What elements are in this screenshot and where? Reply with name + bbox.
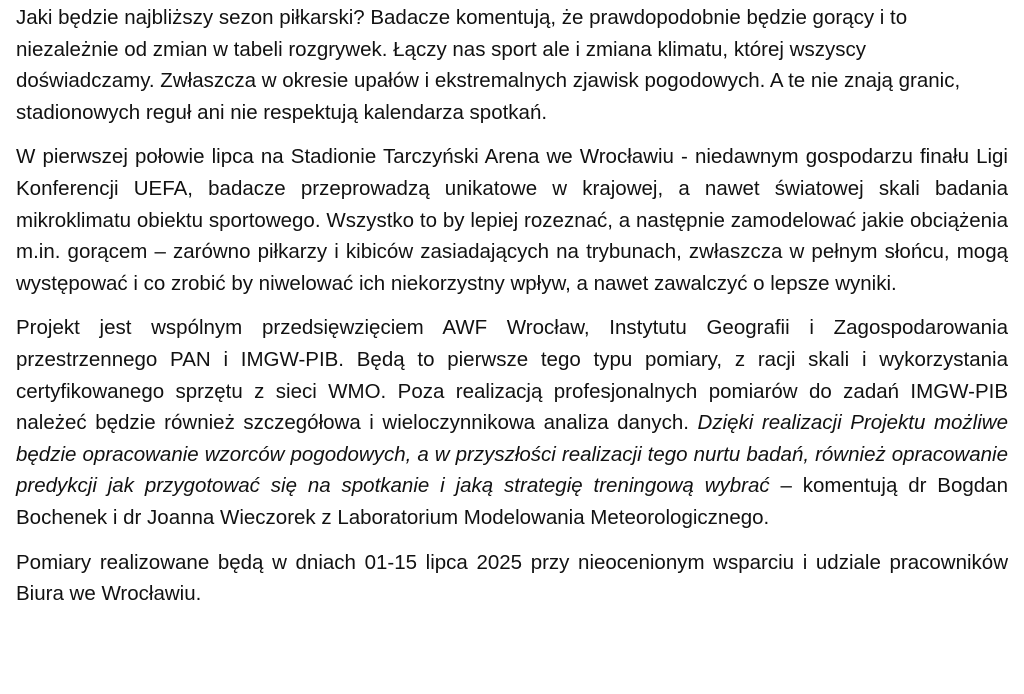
paragraph-season-intro: Jaki będzie najbliższy sezon piłkarski? Badacze komentują, że prawdopodobnie będzie gorący i to niezależnie od zmian w tabeli rozgrywek. Łączy nas sport ale i zmiana klimatu, której wszyscy doświadczamy. Zwłaszcza w okresie upałów i ekstremalnych zjawisk pogodowych. A te nie znają granic, stadionowych reguł ani nie respektują kalendarza spotkań. <box>16 6 961 124</box>
project-description-text: Projekt jest wspólnym przedsięwzięciem AWF Wrocław, Instytutu Geografii i Zagospodarowania przestrzennego PAN i IMGW-PIB. Będą to pierwsze tego typu pomiary, z racji skali i wykorzystania certyfikowanego sprzętu z sieci WMO. Poza realizacją profesjonalnych pomiarów do zadań IMGW-PIB należeć będzie również szczegółowa i wieloczynnikowa analiza danych. <box>16 316 1008 435</box>
article-body <box>16 2 1008 610</box>
researchers-quote: Dzięki realizacji Projektu możliwe będzie opracowanie wzorców pogodowych, a w przyszłości realizacji tego nurtu badań, również opracowanie predykcji jak przygotować się na spotkanie i jaką strategię treningową wybrać <box>16 411 1008 498</box>
paragraph-stadium-study: W pierwszej połowie lipca na Stadionie Tarczyński Arena we Wrocławiu - niedawnym gospodarzu finału Ligi Konferencji UEFA, badacze przeprowadzą unikatowe w krajowej, a nawet światowej skali badania mikroklimatu obiektu sportowego. Wszystko to by lepiej rozeznać, a następnie zamodelować jakie obciążenia m.in. gorącem – zarówno piłkarzy i kibiców zasiadających na trybunach, zwłaszcza w pełnym słońcu, mogą występować i co zrobić by niwelować ich niekorzystny wpływ, a nawet zawalczyć o lepsze wyniki. <box>16 145 1008 295</box>
paragraph-project-partners <box>16 312 1008 533</box>
quote-attribution: – komentują dr Bogdan Bochenek i dr Joanna Wieczorek z Laboratorium Modelowania Meteorologicznego. <box>16 474 1008 529</box>
paragraph-measurement-dates: Pomiary realizowane będą w dniach 01-15 lipca 2025 przy nieocenionym wsparciu i udziale pracowników Biura we Wrocławiu. <box>16 550 1008 606</box>
